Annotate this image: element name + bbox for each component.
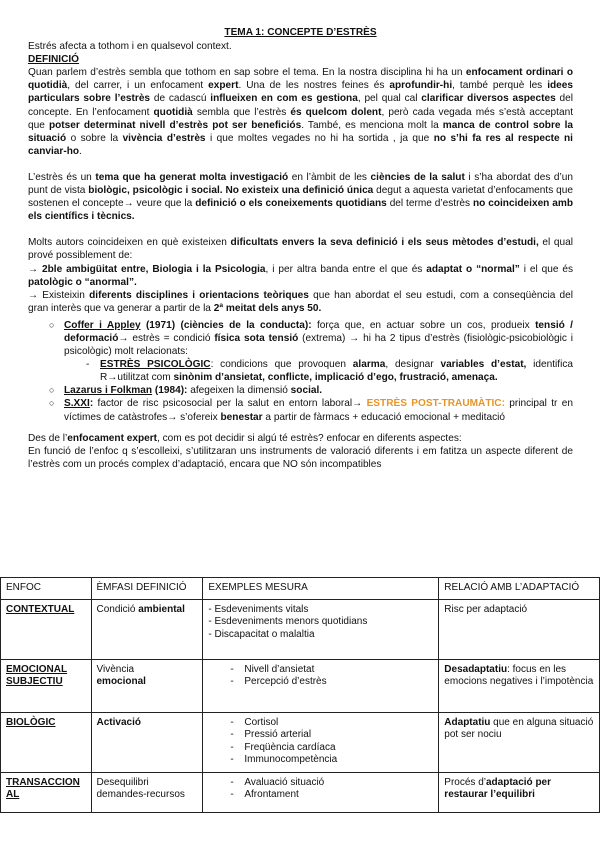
arrow-item-disciplines: → Existeixin diferents disciplines i orientacions teòriques que han abordat el seu estudi, com a conseqüència del gran interès que va generar a partir de la 2ª meitat dels anys 50. [28, 289, 573, 314]
cell-relacio: Desadaptatiu: focus en les emocions negatives i l’impotència [439, 659, 600, 712]
list-item-estres-psicologic: - ESTRÈS PSICOLÒGIC: condicions que provoquen alarma, designar variables d’estat, identifica R→utilitzat com sinònim d’ansietat, conflicte, implicació d’ego, frustració, amenaça. [100, 358, 573, 384]
table-row [1, 772, 600, 812]
section-heading-definicio: DEFINICIÓ [28, 54, 80, 66]
list-item-lazarus: ○ Lazarus i Folkman (1984): afegeixen la dimensió social. [64, 384, 573, 397]
cell-emfasi: Desequilibri demandes-recursos [91, 772, 203, 812]
document-body [28, 26, 573, 471]
cell-exemples: - Nivell d’ansietat - Percepció d’estrès [203, 659, 439, 712]
cell-enfoc: CONTEXTUAL [1, 599, 92, 659]
column-header-emfasi: ÈMFASI DEFINICIÓ [91, 578, 203, 600]
cell-exemples: - Avaluació situació - Afrontament [203, 772, 439, 812]
paragraph-enfocament: Quan parlem d’estrès sembla que tothom en sap sobre el tema. En la nostra disciplina hi ha un enfocament ordinari o quotidià, del carrer, i un enfocament expert. Una de les nostres feines és aprofundir-hi, també perquè les idees particulars sobre l’estrès de cadascú influeixen en com es gestiona, pel qual cal clarificar diversos aspectes del concepte. En l’enfocament quotidià sembla que l’estrès és quelcom dolent, però cada vegada més s’està acceptant que potser determinat nivell d’estrès pot ser beneficiós. També, es menciona molt la manca de control sobre la situació o sobre la vivència d’estrès i que moltes vegades no hi ha sortida , ja que no s’hi fa res al respecte ni canviar-ho. [28, 67, 574, 157]
paragraph-funcio-enfoc: En funció de l’enfoc q s’escolleixi, s’utilitzaran uns instruments de valoració diferents i em fatitza un aspecte diferent de l’estrès com un procés complex d’adaptació, encara que NO són incompatibles [28, 445, 573, 470]
cell-enfoc: BIOLÒGIC [1, 712, 92, 772]
paragraph-investigacio: L’estrès és un tema que ha generat molta investigació en l’àmbit de les ciències de la salut i s’ha abordat des d’un punt de vista biològic, psicològic i social. No existeix una definició única degut a aquesta varietat d’enfocaments que sostenen el concepte→ veure que la definició o els coneixements quotidians del terme d’estrès no coincideixen amb els científics i tècnics. [28, 171, 574, 223]
cell-exemples: - Cortisol - Pressió arterial - Freqüència cardíaca - Immunocompetència [203, 712, 439, 772]
cell-exemples: - Esdeveniments vitals - Esdeveniments menors quotidians - Discapacitat o malaltia [203, 599, 439, 659]
column-header-relacio: RELACIÓ AMB L’ADAPTACIÓ [439, 578, 600, 600]
cell-relacio: Procés d’adaptació per restaurar l’equilibri [439, 772, 600, 812]
cell-enfoc: EMOCIONAL SUBJECTIU [1, 659, 92, 712]
sublist-psicologic [64, 358, 573, 384]
enfoc-table [0, 577, 600, 813]
paragraph-dificultats: Molts autors coincideixen en què existeixen dificultats envers la seva definició i els seus mètodes d’estudi, el qual prové possiblement de: [28, 237, 573, 262]
cell-relacio: Risc per adaptació [439, 599, 600, 659]
paragraph-enfocament-expert: Des de l’enfocament expert, com es pot decidir si algú té estrès? enfocar en diferents aspectes: [28, 432, 462, 444]
table-header-row [1, 578, 600, 600]
cell-emfasi: Vivència emocional [91, 659, 203, 712]
arrow-item-ambiguitat: → 2ble ambigüitat entre, Biologia i la Psicologia, i per altra banda entre el que és adaptat o “normal” i el que és patològic o “anormal”. [28, 263, 573, 288]
column-header-enfoc: ENFOC [1, 578, 92, 600]
table-row [1, 599, 600, 659]
cell-enfoc: TRANSACCIONAL [1, 772, 92, 812]
column-header-exemples: EXEMPLES MESURA [203, 578, 439, 600]
table-row [1, 659, 600, 712]
table-row [1, 712, 600, 772]
cell-emfasi: Condició ambiental [91, 599, 203, 659]
list-item-sxxi: ○ S.XXI: factor de risc psicosocial per la salut en entorn laboral→ ESTRÈS POST-TRAUMÀTIC: principal tr en víctimes de catàstrofes→ s’ofereix benestar a partir de fàrmacs + educació emocional + meditació [64, 397, 573, 423]
intro-text: Estrés afecta a tothom i en qualsevol context. [28, 41, 232, 53]
page-title: TEMA 1: CONCEPTE D’ESTRÈS [224, 27, 377, 38]
list-item-coffer: ○ Coffer i Appley (1971) (ciències de la conducta): força que, en actuar sobre un cos, produeix tensió / deformació→ estrès = condició física sota tensió (extrema) → hi ha 2 tipus d’estrès (fisiològic-psicobiològic i psicològic) molt relacionats: - ESTRÈS PSICOLÒGIC: condicions que provoquen alarma, designar variables d’estat, identifica R→utilitzat com sinònim d’ansietat, conflicte, implicació d’ego, frustració, amenaça. [64, 319, 573, 384]
authors-list [28, 319, 573, 424]
cell-relacio: Adaptatiu que en alguna situació pot ser nociu [439, 712, 600, 772]
cell-emfasi: Activació [91, 712, 203, 772]
